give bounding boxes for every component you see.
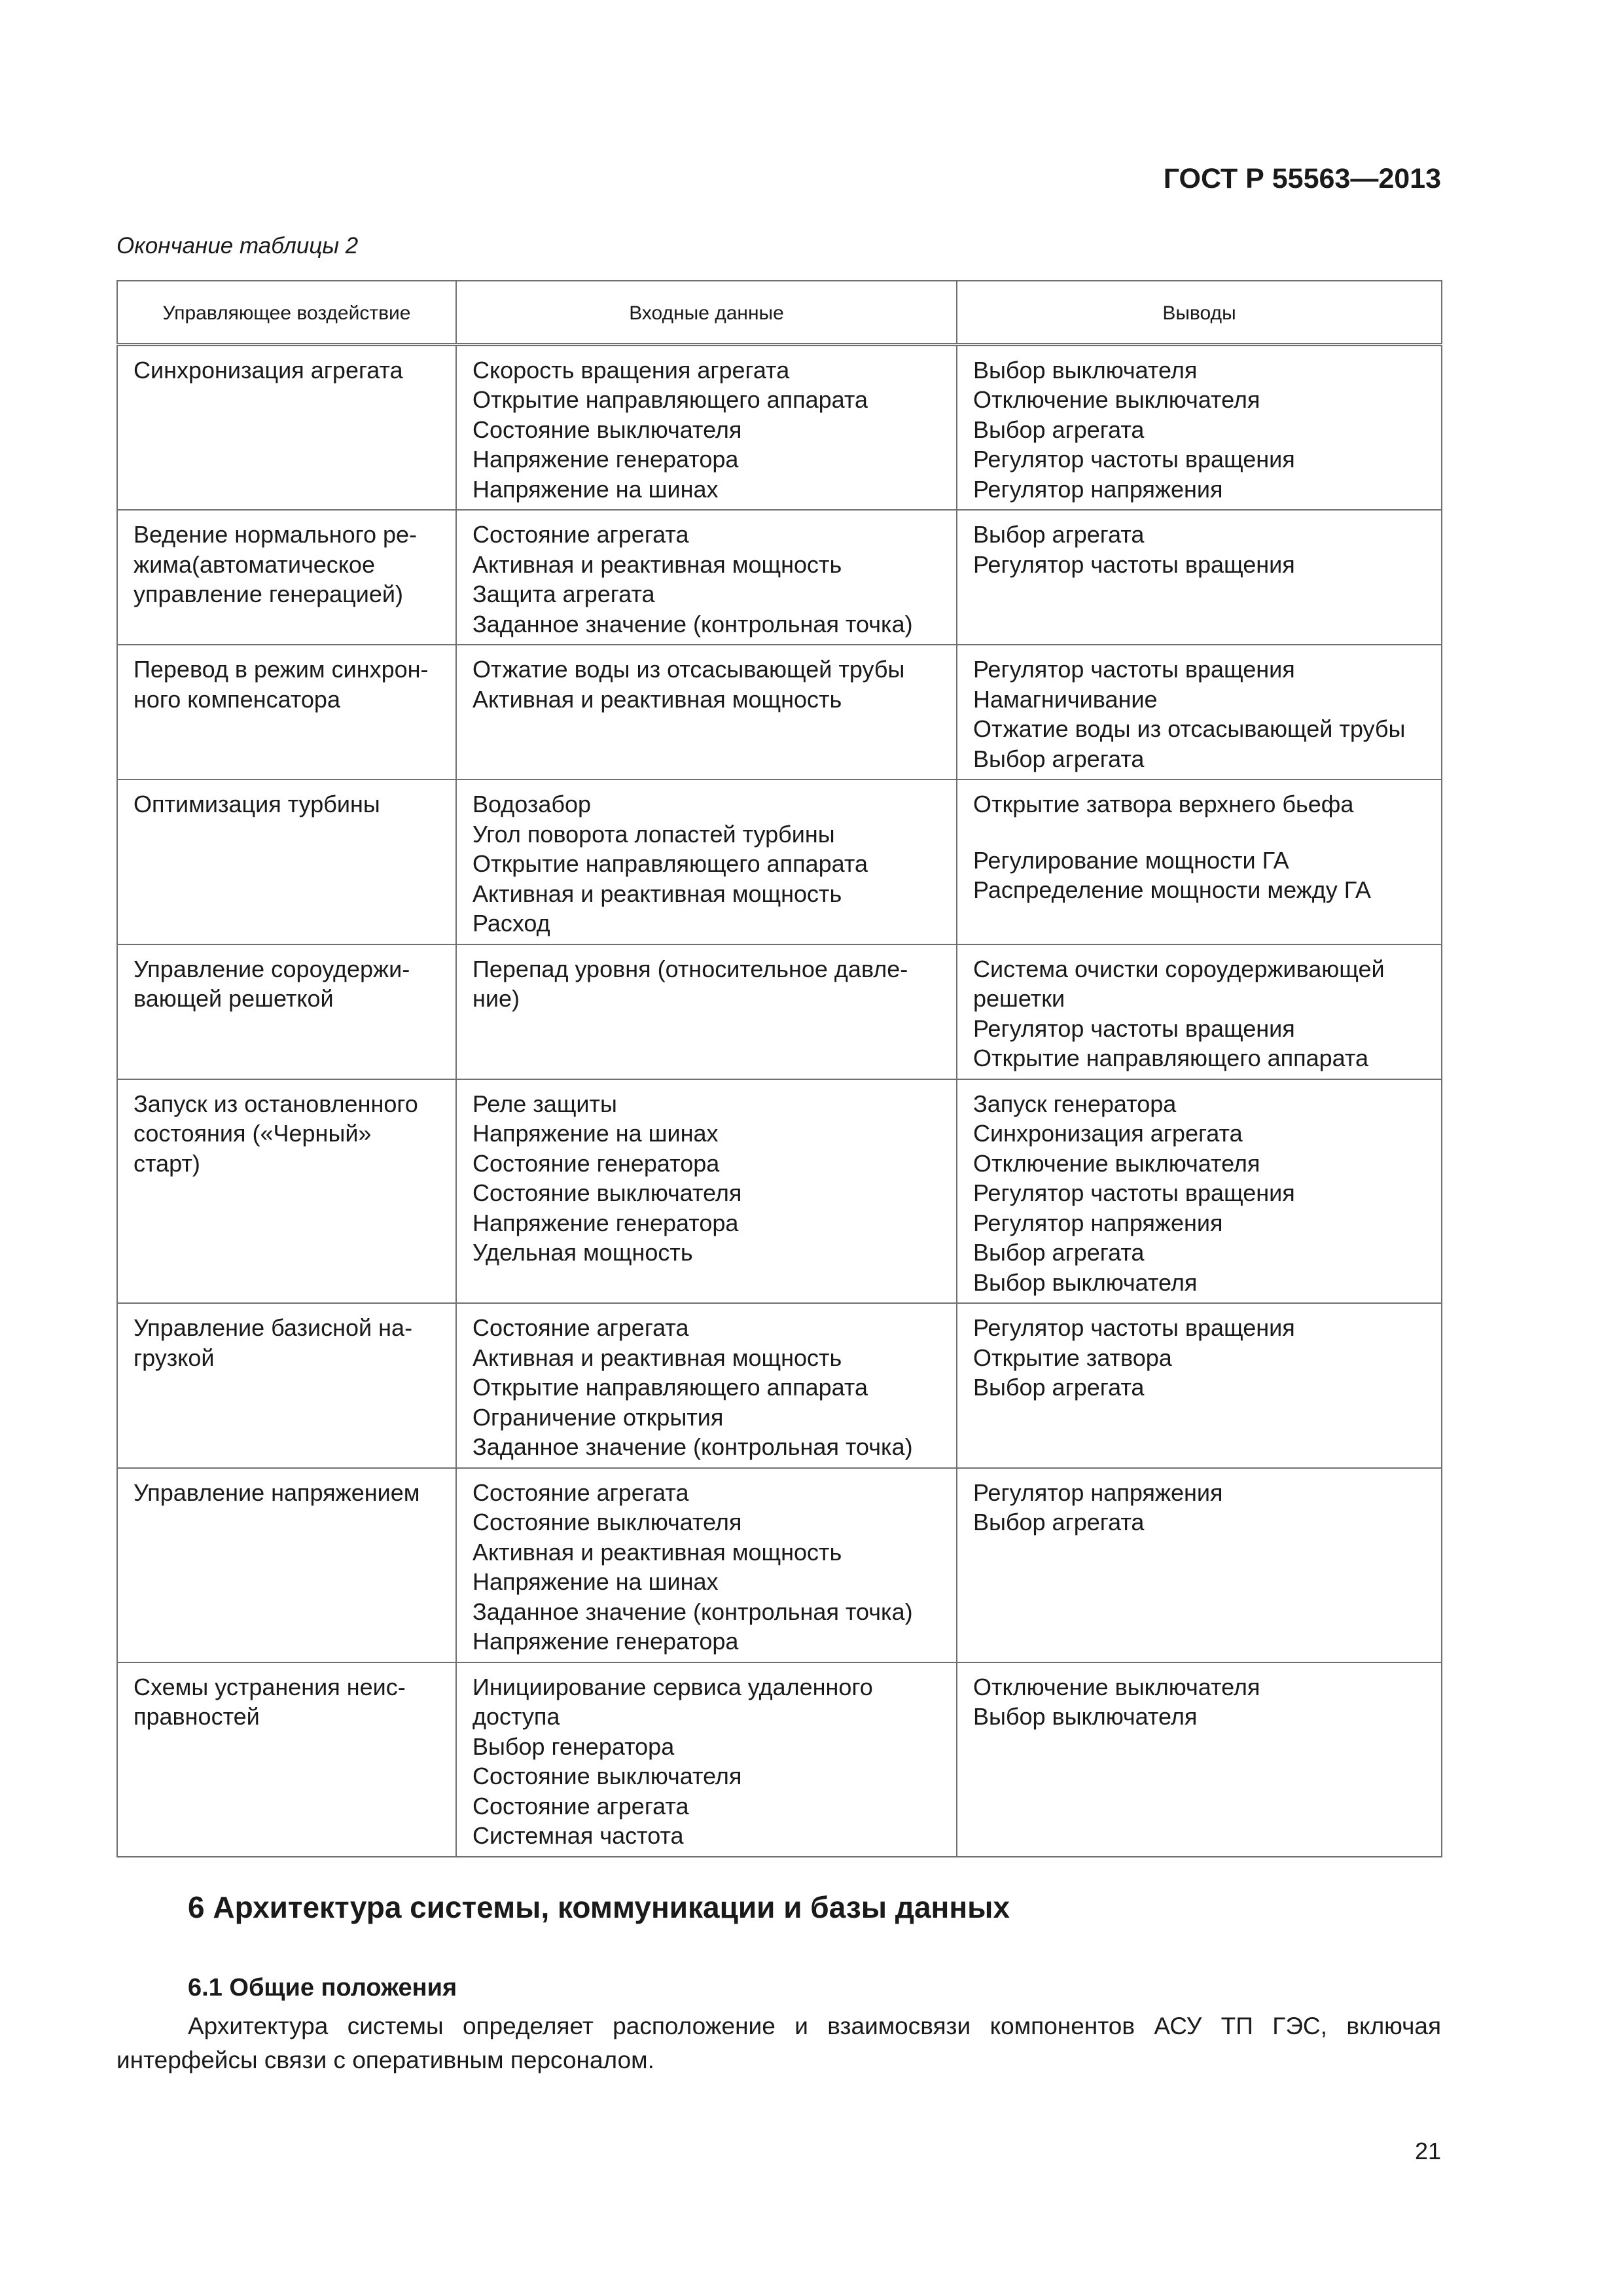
cell-outputs bbox=[957, 944, 1442, 1079]
table-row bbox=[117, 645, 1442, 780]
cell-line: Регулятор частоты вращения bbox=[973, 656, 1295, 683]
cell-line: вающей решеткой bbox=[134, 985, 334, 1012]
cell-line: Синхронизация агрегата bbox=[134, 356, 403, 384]
table-row bbox=[117, 510, 1442, 645]
cell-input-data bbox=[456, 344, 957, 510]
header-input-data: Входные данные bbox=[456, 281, 957, 344]
cell-line: Напряжение на шинах bbox=[473, 475, 719, 503]
cell-line: Состояние выключателя bbox=[473, 1509, 742, 1535]
table-row bbox=[117, 1079, 1442, 1304]
cell-control-action bbox=[117, 1468, 456, 1662]
cell-line: Состояние агрегата bbox=[473, 1479, 689, 1506]
cell-line: Выбор агрегата bbox=[973, 745, 1145, 772]
cell-line: Активная и реактивная мощность bbox=[473, 550, 842, 578]
table-body bbox=[117, 344, 1442, 1857]
cell-control-action bbox=[117, 344, 456, 510]
cell-control-action bbox=[117, 1303, 456, 1468]
document-id: ГОСТ Р 55563—2013 bbox=[1163, 163, 1441, 194]
cell-control-action bbox=[117, 944, 456, 1079]
cell-line: Состояние агрегата bbox=[473, 1792, 689, 1820]
cell-line: Намагничивание bbox=[973, 685, 1158, 713]
body-paragraph: Архитектура системы определяет расположение и взаимосвязи компонентов АСУ ТП ГЭС, включая интерфейсы связи с оперативным персоналом. bbox=[116, 2013, 1441, 2073]
cell-input-data bbox=[456, 510, 957, 645]
table-row bbox=[117, 1662, 1442, 1857]
cell-line: Регулятор напряжения bbox=[973, 1479, 1223, 1506]
section-title: 6 Архитектура системы, коммуникации и базы данных bbox=[188, 1890, 1010, 1924]
cell-line: Открытие направляющего аппарата bbox=[473, 1374, 868, 1401]
table-caption: Окончание таблицы 2 bbox=[116, 233, 359, 259]
cell-input-data bbox=[456, 1662, 957, 1857]
cell-line: Перевод в режим синхрон- bbox=[134, 656, 429, 683]
table-row bbox=[117, 344, 1442, 510]
cell-line: Заданное значение (контрольная точка) bbox=[473, 610, 913, 637]
cell-line: Отжатие воды из отсасывающей трубы bbox=[473, 656, 905, 683]
page-number: 21 bbox=[1414, 2138, 1441, 2164]
cell-line: Выбор агрегата bbox=[973, 1239, 1145, 1266]
cell-line: Защита агрегата bbox=[473, 581, 655, 607]
cell-line: Активная и реактивная мощность bbox=[473, 685, 842, 713]
table-header-row bbox=[117, 281, 1442, 344]
cell-outputs bbox=[957, 1662, 1442, 1857]
cell-line: Напряжение генератора bbox=[473, 446, 739, 473]
cell-outputs bbox=[957, 1079, 1442, 1304]
cell-line: Регулятор частоты вращения bbox=[973, 550, 1295, 578]
cell-line: Регулятор напряжения bbox=[973, 1209, 1223, 1236]
cell-line: Выбор выключателя bbox=[973, 1268, 1198, 1296]
cell-line: Ведение нормального ре- bbox=[134, 521, 418, 548]
cell-line: Напряжение на шинах bbox=[473, 1120, 719, 1147]
cell-line: Система очистки сороудерживающей bbox=[973, 955, 1385, 982]
cell-outputs bbox=[957, 1468, 1442, 1662]
cell-input-data bbox=[456, 944, 957, 1079]
cell-line: Открытие направляющего аппарата bbox=[473, 850, 868, 877]
cell-line: Регулятор частоты вращения bbox=[973, 1314, 1295, 1341]
table-row bbox=[117, 1303, 1442, 1468]
cell-line: Активная и реактивная мощность bbox=[473, 880, 842, 907]
cell-line: Выбор агрегата bbox=[973, 1509, 1145, 1535]
cell-line: Перепад уровня (относительное давле- bbox=[473, 955, 908, 982]
cell-line: Выбор агрегата bbox=[973, 521, 1145, 548]
cell-line: Открытие затвора верхнего бьефа bbox=[973, 791, 1354, 817]
cell-outputs bbox=[957, 645, 1442, 780]
header-outputs: Выводы bbox=[957, 281, 1442, 344]
cell-line: Состояние генератора bbox=[473, 1149, 720, 1177]
cell-line: Регулирование мощности ГА bbox=[973, 846, 1289, 874]
cell-line: Синхронизация агрегата bbox=[973, 1120, 1243, 1147]
cell-control-action bbox=[117, 1079, 456, 1304]
cell-line: Заданное значение (контрольная точка) bbox=[473, 1598, 913, 1625]
cell-line: Выбор выключателя bbox=[973, 1703, 1198, 1730]
cell-input-data bbox=[456, 645, 957, 780]
cell-gap bbox=[973, 819, 1425, 846]
cell-line: Выбор генератора bbox=[473, 1732, 675, 1760]
cell-line: Управление сороудержи- bbox=[134, 955, 410, 982]
cell-line: Регулятор напряжения bbox=[973, 475, 1223, 503]
cell-line: Открытие направляющего аппарата bbox=[973, 1045, 1368, 1071]
cell-line: Состояние выключателя bbox=[473, 1179, 742, 1206]
cell-line: Отжатие воды из отсасывающей трубы bbox=[973, 715, 1406, 742]
cell-line: Напряжение генератора bbox=[473, 1209, 739, 1236]
cell-line: ние) bbox=[473, 985, 520, 1012]
cell-line: Регулятор частоты вращения bbox=[973, 446, 1295, 473]
cell-line: ного компенсатора bbox=[134, 685, 340, 713]
cell-line: Водозабор bbox=[473, 791, 592, 817]
cell-control-action bbox=[117, 1662, 456, 1857]
cell-line: Расход bbox=[473, 910, 550, 937]
subsection-title: 6.1 Общие положения bbox=[188, 1974, 457, 2001]
cell-line: Состояние выключателя bbox=[473, 416, 742, 443]
cell-line: Запуск генератора bbox=[973, 1090, 1177, 1117]
cell-line: Управление базисной на- bbox=[134, 1314, 413, 1341]
cell-outputs bbox=[957, 510, 1442, 645]
cell-line: Регулятор частоты вращения bbox=[973, 1014, 1295, 1042]
cell-line: Инициирование сервиса удаленного bbox=[473, 1673, 873, 1700]
cell-line: Системная частота bbox=[473, 1822, 684, 1849]
cell-line: Скорость вращения агрегата bbox=[473, 356, 790, 384]
table-row bbox=[117, 944, 1442, 1079]
cell-line: Регулятор частоты вращения bbox=[973, 1179, 1295, 1206]
cell-line: Состояние агрегата bbox=[473, 521, 689, 548]
cell-line: доступа bbox=[473, 1703, 560, 1730]
cell-line: Состояние агрегата bbox=[473, 1314, 689, 1341]
cell-outputs bbox=[957, 344, 1442, 510]
cell-line: жима(автоматическое bbox=[134, 550, 375, 578]
cell-input-data bbox=[456, 1303, 957, 1468]
cell-line: Активная и реактивная мощность bbox=[473, 1538, 842, 1566]
cell-line: Состояние выключателя bbox=[473, 1763, 742, 1789]
cell-line: старт) bbox=[134, 1149, 200, 1177]
cell-line: Распределение мощности между ГА bbox=[973, 876, 1371, 903]
cell-line: Запуск из остановленного bbox=[134, 1090, 418, 1117]
cell-control-action bbox=[117, 510, 456, 645]
cell-line: Ограничение открытия bbox=[473, 1403, 724, 1431]
cell-line: Напряжение на шинах bbox=[473, 1568, 719, 1595]
cell-line: Оптимизация турбины bbox=[134, 791, 380, 817]
cell-line: Отключение выключателя bbox=[973, 1149, 1260, 1177]
cell-line: Отключение выключателя bbox=[973, 386, 1260, 413]
cell-line: правностей bbox=[134, 1703, 260, 1730]
header-control-action: Управляющее воздействие bbox=[117, 281, 456, 344]
cell-control-action bbox=[117, 780, 456, 944]
cell-line: Схемы устранения неис- bbox=[134, 1673, 406, 1700]
cell-input-data bbox=[456, 1079, 957, 1304]
cell-line: Открытие затвора bbox=[973, 1344, 1172, 1371]
cell-line: Удельная мощность bbox=[473, 1239, 693, 1266]
cell-outputs bbox=[957, 1303, 1442, 1468]
table-row bbox=[117, 1468, 1442, 1662]
cell-line: Реле защиты bbox=[473, 1090, 617, 1117]
cell-line: Управление напряжением bbox=[134, 1479, 420, 1506]
cell-line: Выбор агрегата bbox=[973, 416, 1145, 443]
cell-control-action bbox=[117, 645, 456, 780]
cell-line: управление генерацией) bbox=[134, 581, 404, 607]
control-actions-table bbox=[116, 280, 1442, 1857]
cell-line: Угол поворота лопастей турбины bbox=[473, 820, 835, 848]
table-row bbox=[117, 780, 1442, 944]
cell-line: состояния («Черный» bbox=[134, 1120, 372, 1147]
cell-input-data bbox=[456, 1468, 957, 1662]
cell-input-data bbox=[456, 780, 957, 944]
cell-line: Отключение выключателя bbox=[973, 1673, 1260, 1700]
cell-line: Активная и реактивная мощность bbox=[473, 1344, 842, 1371]
cell-line: Выбор агрегата bbox=[973, 1374, 1145, 1401]
cell-line: Выбор выключателя bbox=[973, 356, 1198, 384]
cell-line: решетки bbox=[973, 985, 1065, 1012]
cell-line: Напряжение генератора bbox=[473, 1628, 739, 1655]
cell-line: грузкой bbox=[134, 1344, 215, 1371]
cell-outputs bbox=[957, 780, 1442, 944]
cell-line: Открытие направляющего аппарата bbox=[473, 386, 868, 413]
cell-line: Заданное значение (контрольная точка) bbox=[473, 1433, 913, 1460]
